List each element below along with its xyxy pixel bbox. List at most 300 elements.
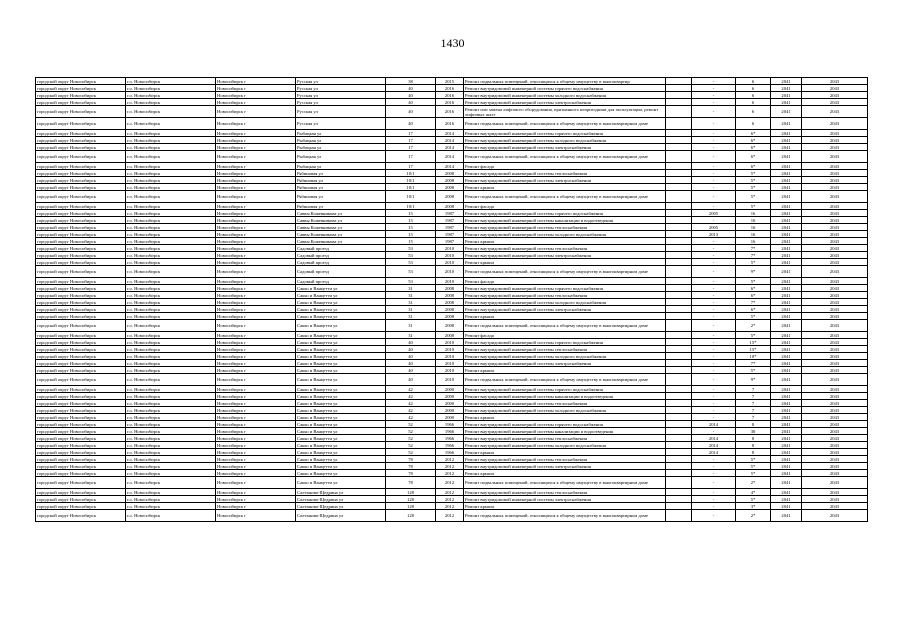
district-cell: городской округ Новосибирск	[36, 184, 126, 191]
district-cell: городской округ Новосибирск	[36, 360, 126, 367]
settlement-cell: Новосибирск г	[216, 266, 296, 278]
built-year-cell: 1966	[436, 449, 464, 456]
district-cell: городской округ Новосибирск	[36, 477, 126, 489]
plan-end-cell: 2043	[802, 503, 868, 510]
period-cell: 7	[736, 407, 771, 414]
plan-start-cell: 2041	[771, 137, 802, 144]
plan-start-cell: 2041	[771, 489, 802, 496]
period-cell: 5*	[736, 203, 771, 210]
built-year-cell: 2014	[436, 151, 464, 163]
settlement-cell: Новосибирск г	[216, 386, 296, 393]
municipality-cell: г.о. Новосибирск	[126, 259, 216, 266]
plan-end-cell: 2043	[802, 435, 868, 442]
settlement-cell: Новосибирск г	[216, 332, 296, 339]
blank-cell	[666, 184, 692, 191]
capital-repair-table	[35, 77, 868, 522]
built-year-cell: 2010	[436, 346, 464, 353]
built-year-cell: 2008	[436, 292, 464, 299]
last-repair-year-cell: -	[692, 393, 736, 400]
table-row	[36, 203, 868, 210]
plan-end-cell: 2043	[802, 421, 868, 428]
table-row	[36, 78, 868, 85]
last-repair-year-cell: -	[692, 332, 736, 339]
district-cell: городской округ Новосибирск	[36, 299, 126, 306]
period-cell: 6	[736, 78, 771, 85]
municipality-cell: г.о. Новосибирск	[126, 456, 216, 463]
plan-end-cell: 2043	[802, 320, 868, 332]
municipality-cell: г.о. Новосибирск	[126, 421, 216, 428]
period-cell: 6*	[736, 285, 771, 292]
plan-start-cell: 2041	[771, 170, 802, 177]
table-row	[36, 489, 868, 496]
table-row	[36, 346, 868, 353]
house-number-cell: 52	[386, 435, 436, 442]
period-cell: 5*	[736, 496, 771, 503]
municipality-cell: г.о. Новосибирск	[126, 92, 216, 99]
plan-start-cell: 2041	[771, 151, 802, 163]
table-row	[36, 510, 868, 522]
street-cell: Русская ул	[296, 92, 386, 99]
period-cell: 7	[736, 393, 771, 400]
blank-cell	[666, 496, 692, 503]
table-row	[36, 99, 868, 106]
built-year-cell: 1966	[436, 428, 464, 435]
plan-end-cell: 2043	[802, 130, 868, 137]
blank-cell	[666, 106, 692, 118]
period-cell: 15*	[736, 339, 771, 346]
plan-end-cell: 2043	[802, 428, 868, 435]
blank-cell	[666, 489, 692, 496]
house-number-cell: 52	[386, 449, 436, 456]
plan-start-cell: 2041	[771, 99, 802, 106]
plan-start-cell: 2041	[771, 442, 802, 449]
plan-start-cell: 2041	[771, 266, 802, 278]
district-cell: городской округ Новосибирск	[36, 78, 126, 85]
plan-start-cell: 2041	[771, 503, 802, 510]
street-cell: Салтыкова-Щедрина ул	[296, 496, 386, 503]
built-year-cell: 2010	[436, 339, 464, 346]
settlement-cell: Новосибирск г	[216, 151, 296, 163]
settlement-cell: Новосибирск г	[216, 137, 296, 144]
plan-start-cell: 2041	[771, 463, 802, 470]
municipality-cell: г.о. Новосибирск	[126, 407, 216, 414]
last-repair-year-cell: -	[692, 238, 736, 245]
settlement-cell: Новосибирск г	[216, 85, 296, 92]
period-cell: 6*	[736, 163, 771, 170]
municipality-cell: г.о. Новосибирск	[126, 224, 216, 231]
plan-end-cell: 2043	[802, 339, 868, 346]
house-number-cell: 17	[386, 151, 436, 163]
settlement-cell: Новосибирск г	[216, 428, 296, 435]
house-number-cell: 10/1	[386, 203, 436, 210]
street-cell: Сакко и Ванцетти ул	[296, 421, 386, 428]
plan-start-cell: 2041	[771, 339, 802, 346]
period-cell: 7*	[736, 245, 771, 252]
built-year-cell: 2000	[436, 400, 464, 407]
last-repair-year-cell: 2014	[692, 442, 736, 449]
blank-cell	[666, 170, 692, 177]
work-type-cell: Ремонт внутридомовой инженерной системы холодного водоснабжения	[464, 407, 666, 414]
municipality-cell: г.о. Новосибирск	[126, 163, 216, 170]
table-row	[36, 313, 868, 320]
plan-end-cell: 2043	[802, 163, 868, 170]
house-number-cell: 31	[386, 285, 436, 292]
street-cell: Сакко и Ванцетти ул	[296, 477, 386, 489]
built-year-cell: 2000	[436, 407, 464, 414]
plan-start-cell: 2041	[771, 435, 802, 442]
plan-start-cell: 2041	[771, 231, 802, 238]
plan-end-cell: 2043	[802, 245, 868, 252]
table-row	[36, 170, 868, 177]
period-cell: 9*	[736, 374, 771, 386]
work-type-cell: Ремонт подвальных помещений, относящихся к общему имуществу в многоквартирном доме	[464, 266, 666, 278]
settlement-cell: Новосибирск г	[216, 259, 296, 266]
street-cell: Сакко и Ванцетти ул	[296, 339, 386, 346]
municipality-cell: г.о. Новосибирск	[126, 245, 216, 252]
settlement-cell: Новосибирск г	[216, 306, 296, 313]
settlement-cell: Новосибирск г	[216, 393, 296, 400]
last-repair-year-cell: -	[692, 285, 736, 292]
district-cell: городской округ Новосибирск	[36, 231, 126, 238]
blank-cell	[666, 421, 692, 428]
period-cell: 7	[736, 386, 771, 393]
table-row	[36, 442, 868, 449]
street-cell: Садовый проезд	[296, 266, 386, 278]
municipality-cell: г.о. Новосибирск	[126, 489, 216, 496]
district-cell: городской округ Новосибирск	[36, 92, 126, 99]
last-repair-year-cell: -	[692, 170, 736, 177]
table-row	[36, 163, 868, 170]
blank-cell	[666, 477, 692, 489]
built-year-cell: 2012	[436, 477, 464, 489]
house-number-cell: 40	[386, 85, 436, 92]
period-cell: 6*	[736, 151, 771, 163]
plan-end-cell: 2043	[802, 259, 868, 266]
table-row	[36, 144, 868, 151]
district-cell: городской округ Новосибирск	[36, 85, 126, 92]
house-number-cell: 31	[386, 313, 436, 320]
blank-cell	[666, 292, 692, 299]
work-type-cell: Ремонт внутридомовой инженерной системы теплоснабжения	[464, 346, 666, 353]
period-cell: 2*	[736, 477, 771, 489]
district-cell: городской округ Новосибирск	[36, 496, 126, 503]
table-row	[36, 463, 868, 470]
work-type-cell: Ремонт крыши	[464, 259, 666, 266]
house-number-cell: 10/1	[386, 170, 436, 177]
street-cell: Рыбацкая ул	[296, 130, 386, 137]
street-cell: Салтыкова-Щедрина ул	[296, 510, 386, 522]
plan-end-cell: 2043	[802, 386, 868, 393]
built-year-cell: 2012	[436, 503, 464, 510]
period-cell: 5*	[736, 332, 771, 339]
municipality-cell: г.о. Новосибирск	[126, 393, 216, 400]
period-cell: 6	[736, 85, 771, 92]
work-type-cell: Ремонт крыши	[464, 313, 666, 320]
period-cell: 6*	[736, 292, 771, 299]
settlement-cell: Новосибирск г	[216, 353, 296, 360]
plan-end-cell: 2043	[802, 210, 868, 217]
municipality-cell: г.о. Новосибирск	[126, 510, 216, 522]
work-type-cell: Ремонт внутридомовой инженерной системы электроснабжения	[464, 463, 666, 470]
table-row	[36, 285, 868, 292]
last-repair-year-cell: -	[692, 266, 736, 278]
plan-start-cell: 2041	[771, 477, 802, 489]
period-cell: 16	[736, 224, 771, 231]
district-cell: городской округ Новосибирск	[36, 421, 126, 428]
plan-end-cell: 2043	[802, 367, 868, 374]
street-cell: Сакко и Ванцетти ул	[296, 367, 386, 374]
last-repair-year-cell: -	[692, 144, 736, 151]
blank-cell	[666, 367, 692, 374]
plan-end-cell: 2043	[802, 99, 868, 106]
last-repair-year-cell: -	[692, 367, 736, 374]
street-cell: Сакко и Ванцетти ул	[296, 456, 386, 463]
district-cell: городской округ Новосибирск	[36, 339, 126, 346]
built-year-cell: 2008	[436, 313, 464, 320]
last-repair-year-cell: -	[692, 252, 736, 259]
plan-start-cell: 2041	[771, 238, 802, 245]
last-repair-year-cell: -	[692, 313, 736, 320]
built-year-cell: 2010	[436, 367, 464, 374]
blank-cell	[666, 320, 692, 332]
house-number-cell: 40	[386, 367, 436, 374]
municipality-cell: г.о. Новосибирск	[126, 278, 216, 285]
built-year-cell: 2016	[436, 92, 464, 99]
work-type-cell: Ремонт внутридомовой инженерной системы холодного водоснабжения	[464, 442, 666, 449]
work-type-cell: Ремонт внутридомовой инженерной системы теплоснабжения	[464, 435, 666, 442]
plan-start-cell: 2041	[771, 217, 802, 224]
period-cell: 16	[736, 231, 771, 238]
municipality-cell: г.о. Новосибирск	[126, 203, 216, 210]
last-repair-year-cell: -	[692, 360, 736, 367]
district-cell: городской округ Новосибирск	[36, 130, 126, 137]
work-type-cell: Ремонт внутридомовой инженерной системы теплоснабжения	[464, 292, 666, 299]
plan-start-cell: 2041	[771, 470, 802, 477]
settlement-cell: Новосибирск г	[216, 510, 296, 522]
district-cell: городской округ Новосибирск	[36, 463, 126, 470]
municipality-cell: г.о. Новосибирск	[126, 151, 216, 163]
period-cell: 5*	[736, 456, 771, 463]
table-row	[36, 470, 868, 477]
house-number-cell: 10/1	[386, 177, 436, 184]
table-row	[36, 407, 868, 414]
built-year-cell: 2012	[436, 510, 464, 522]
blank-cell	[666, 177, 692, 184]
blank-cell	[666, 151, 692, 163]
plan-end-cell: 2043	[802, 496, 868, 503]
plan-end-cell: 2043	[802, 414, 868, 421]
settlement-cell: Новосибирск г	[216, 320, 296, 332]
settlement-cell: Новосибирск г	[216, 144, 296, 151]
district-cell: городской округ Новосибирск	[36, 238, 126, 245]
period-cell: 6	[736, 99, 771, 106]
last-repair-year-cell: -	[692, 339, 736, 346]
table-row	[36, 320, 868, 332]
work-type-cell: Ремонт крыши	[464, 470, 666, 477]
period-cell: 5*	[736, 367, 771, 374]
period-cell: 6*	[736, 306, 771, 313]
district-cell: городской округ Новосибирск	[36, 151, 126, 163]
plan-start-cell: 2041	[771, 118, 802, 130]
last-repair-year-cell: -	[692, 346, 736, 353]
work-type-cell: Ремонт подвальных помещений, относящихся к общему имуществу в многоквартирном доме	[464, 191, 666, 203]
district-cell: городской округ Новосибирск	[36, 245, 126, 252]
period-cell: 2*	[736, 320, 771, 332]
street-cell: Сакко и Ванцетти ул	[296, 449, 386, 456]
table-row	[36, 353, 868, 360]
plan-start-cell: 2041	[771, 299, 802, 306]
house-number-cell: 17	[386, 137, 436, 144]
last-repair-year-cell: -	[692, 130, 736, 137]
settlement-cell: Новосибирск г	[216, 313, 296, 320]
table-row	[36, 106, 868, 118]
table-row	[36, 259, 868, 266]
street-cell: Сакко и Ванцетти ул	[296, 292, 386, 299]
work-type-cell: Ремонт внутридомовой инженерной системы канализации и водоотведения	[464, 393, 666, 400]
street-cell: Сакко и Ванцетти ул	[296, 353, 386, 360]
table-row	[36, 118, 868, 130]
settlement-cell: Новосибирск г	[216, 177, 296, 184]
built-year-cell: 2012	[436, 470, 464, 477]
house-number-cell: 53	[386, 252, 436, 259]
plan-start-cell: 2041	[771, 353, 802, 360]
plan-start-cell: 2041	[771, 177, 802, 184]
last-repair-year-cell: -	[692, 184, 736, 191]
built-year-cell: 2008	[436, 177, 464, 184]
plan-end-cell: 2043	[802, 231, 868, 238]
table-row	[36, 503, 868, 510]
built-year-cell: 2010	[436, 353, 464, 360]
work-type-cell: Ремонт внутридомовой инженерной системы теплоснабжения	[464, 245, 666, 252]
plan-end-cell: 2043	[802, 449, 868, 456]
plan-end-cell: 2043	[802, 360, 868, 367]
last-repair-year-cell: -	[692, 177, 736, 184]
plan-end-cell: 2043	[802, 238, 868, 245]
street-cell: Сакко и Ванцетти ул	[296, 428, 386, 435]
work-type-cell: Ремонт подвальных помещений, относящихся к общему имуществу в многоквартирном доме	[464, 151, 666, 163]
settlement-cell: Новосибирск г	[216, 170, 296, 177]
built-year-cell: 2012	[436, 496, 464, 503]
municipality-cell: г.о. Новосибирск	[126, 320, 216, 332]
built-year-cell: 2008	[436, 306, 464, 313]
plan-end-cell: 2043	[802, 346, 868, 353]
table-row	[36, 386, 868, 393]
work-type-cell: Ремонт внутридомовой инженерной системы теплоснабжения	[464, 456, 666, 463]
street-cell: Сакко и Ванцетти ул	[296, 414, 386, 421]
table-row	[36, 224, 868, 231]
work-type-cell: Ремонт внутридомовой инженерной системы холодного водоснабжения	[464, 92, 666, 99]
settlement-cell: Новосибирск г	[216, 299, 296, 306]
table-row	[36, 360, 868, 367]
blank-cell	[666, 414, 692, 421]
house-number-cell: 31	[386, 332, 436, 339]
built-year-cell: 2016	[436, 85, 464, 92]
period-cell: 5*	[736, 278, 771, 285]
plan-end-cell: 2043	[802, 137, 868, 144]
street-cell: Рыбацкая ул	[296, 144, 386, 151]
street-cell: Сакко и Ванцетти ул	[296, 299, 386, 306]
house-number-cell: 15	[386, 231, 436, 238]
last-repair-year-cell: -	[692, 217, 736, 224]
table-row	[36, 496, 868, 503]
blank-cell	[666, 85, 692, 92]
built-year-cell: 2014	[436, 144, 464, 151]
house-number-cell: 128	[386, 510, 436, 522]
built-year-cell: 1987	[436, 210, 464, 217]
table-row	[36, 184, 868, 191]
plan-end-cell: 2043	[802, 332, 868, 339]
plan-end-cell: 2043	[802, 266, 868, 278]
municipality-cell: г.о. Новосибирск	[126, 353, 216, 360]
house-number-cell: 78	[386, 477, 436, 489]
table-row	[36, 252, 868, 259]
district-cell: городской округ Новосибирск	[36, 285, 126, 292]
period-cell: 5*	[736, 259, 771, 266]
work-type-cell: Ремонт внутридомовой инженерной системы горячего водоснабжения	[464, 386, 666, 393]
settlement-cell: Новосибирск г	[216, 360, 296, 367]
house-number-cell: 128	[386, 503, 436, 510]
built-year-cell: 2008	[436, 184, 464, 191]
last-repair-year-cell: -	[692, 299, 736, 306]
street-cell: Сакко и Ванцетти ул	[296, 435, 386, 442]
settlement-cell: Новосибирск г	[216, 477, 296, 489]
district-cell: городской округ Новосибирск	[36, 393, 126, 400]
street-cell: Русская ул	[296, 118, 386, 130]
blank-cell	[666, 400, 692, 407]
period-cell: 16	[736, 217, 771, 224]
last-repair-year-cell: 2013	[692, 231, 736, 238]
municipality-cell: г.о. Новосибирск	[126, 367, 216, 374]
municipality-cell: г.о. Новосибирск	[126, 414, 216, 421]
settlement-cell: Новосибирск г	[216, 503, 296, 510]
street-cell: Сакко и Ванцетти ул	[296, 360, 386, 367]
last-repair-year-cell: -	[692, 489, 736, 496]
district-cell: городской округ Новосибирск	[36, 428, 126, 435]
municipality-cell: г.о. Новосибирск	[126, 85, 216, 92]
street-cell: Саввы Кожевникова ул	[296, 210, 386, 217]
work-type-cell: Ремонт внутридомовой инженерной системы электроснабжения	[464, 252, 666, 259]
settlement-cell: Новосибирск г	[216, 224, 296, 231]
built-year-cell: 2008	[436, 203, 464, 210]
plan-end-cell: 2043	[802, 144, 868, 151]
house-number-cell: 15	[386, 238, 436, 245]
district-cell: городской округ Новосибирск	[36, 252, 126, 259]
plan-end-cell: 2043	[802, 217, 868, 224]
last-repair-year-cell: -	[692, 477, 736, 489]
blank-cell	[666, 224, 692, 231]
plan-start-cell: 2041	[771, 496, 802, 503]
plan-end-cell: 2043	[802, 191, 868, 203]
blank-cell	[666, 78, 692, 85]
table-row	[36, 367, 868, 374]
settlement-cell: Новосибирск г	[216, 106, 296, 118]
plan-start-cell: 2041	[771, 259, 802, 266]
plan-end-cell: 2043	[802, 151, 868, 163]
blank-cell	[666, 339, 692, 346]
plan-start-cell: 2041	[771, 407, 802, 414]
last-repair-year-cell: -	[692, 470, 736, 477]
district-cell: городской округ Новосибирск	[36, 407, 126, 414]
blank-cell	[666, 428, 692, 435]
street-cell: Рябиновая ул	[296, 177, 386, 184]
blank-cell	[666, 470, 692, 477]
last-repair-year-cell: -	[692, 85, 736, 92]
house-number-cell: 15	[386, 224, 436, 231]
settlement-cell: Новосибирск г	[216, 442, 296, 449]
settlement-cell: Новосибирск г	[216, 470, 296, 477]
table-row	[36, 245, 868, 252]
street-cell: Сакко и Ванцетти ул	[296, 470, 386, 477]
